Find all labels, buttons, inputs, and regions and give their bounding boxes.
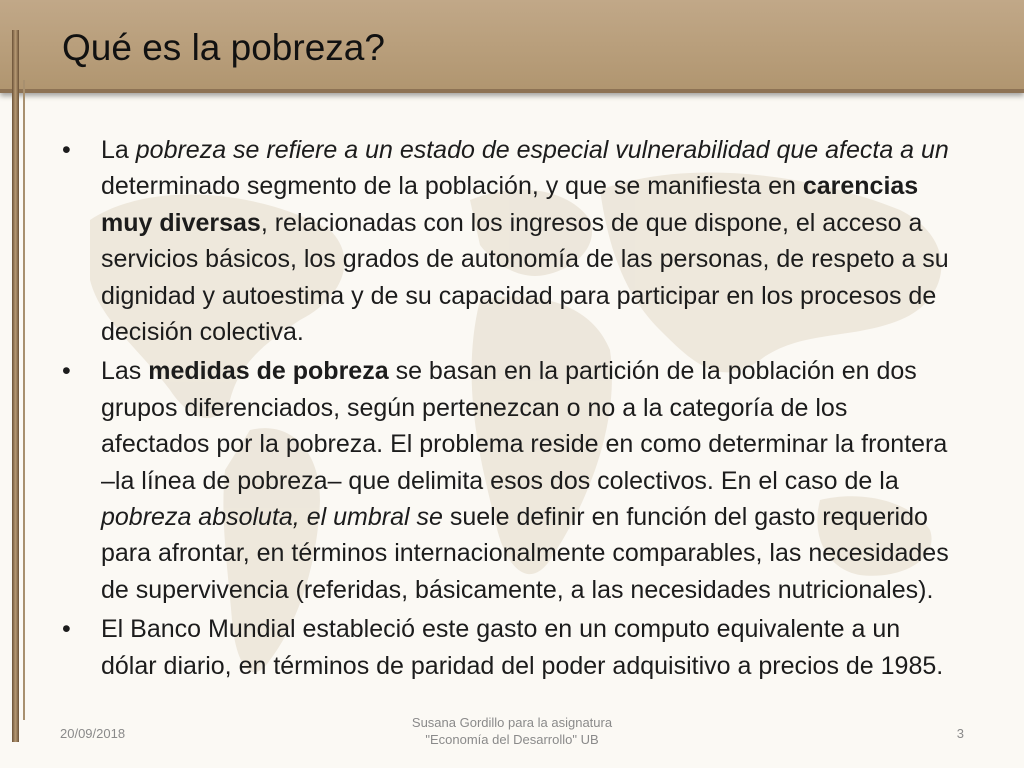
text-run: Las: [101, 357, 149, 386]
bullet-icon: •: [62, 357, 71, 386]
bullet-item: [62, 353, 958, 608]
bullet-icon: •: [62, 136, 71, 164]
bullet-item: [62, 611, 958, 684]
italic-text-run: pobreza absoluta, el umbral se: [101, 503, 443, 532]
bullet-icon: •: [62, 615, 71, 644]
text-run: El Banco Mundial estableció este gasto en un computo equivalente a un dólar diario, en términos de paridad del poder adquisitivo a precios de 1985.: [101, 615, 944, 680]
text-run: , relacionadas con los ingresos de que dispone, el acceso a servicios básicos, los grados de autonomía de las personas, de respeto a su dignidad y autoestima y de su capacidad para participar en los procesos de decisión colectiva.: [101, 208, 949, 347]
text-run: se basan en la partición de la población en dos grupos diferenciados, según pertenezcan o no a la categoría de los afectados por la pobreza. El problema reside en como determinar la frontera –la línea de pobreza– que delimita esos dos colectivos. En el caso de la: [101, 357, 948, 495]
footer-author-line1: Susana Gordillo para la asignatura: [411, 715, 613, 730]
title-bar-rule: [0, 89, 1024, 93]
bold-text-run: medidas de pobreza: [148, 357, 389, 386]
slide-title: Qué es la pobreza?: [62, 27, 385, 68]
text-run: La: [101, 136, 136, 164]
bullet-list: [62, 132, 958, 687]
page-number: 3: [956, 726, 964, 741]
footer-author: [312, 714, 712, 748]
text-run: determinado segmento de la población, y que se manifiesta en: [101, 172, 803, 201]
italic-text-run: pobreza se refiere a un estado de especial vulnerabilidad que afecta a un: [135, 136, 949, 164]
footer-date: 20/09/2018: [60, 726, 126, 741]
decorative-rod: [12, 30, 19, 742]
bullet-item: [62, 132, 958, 350]
decorative-rod-thin: [23, 80, 25, 720]
bold-text-run: carencias muy diversas: [101, 172, 919, 237]
text-run: suele definir en función del gasto requerido para afrontar, en términos internacionalmente comparables, las necesidades de supervivencia (referidas, básicamente, a las necesidades nutricionales).: [101, 503, 949, 604]
footer-author-line2: "Economía del Desarrollo" UB: [425, 732, 599, 747]
title-bar: [0, 0, 1024, 93]
